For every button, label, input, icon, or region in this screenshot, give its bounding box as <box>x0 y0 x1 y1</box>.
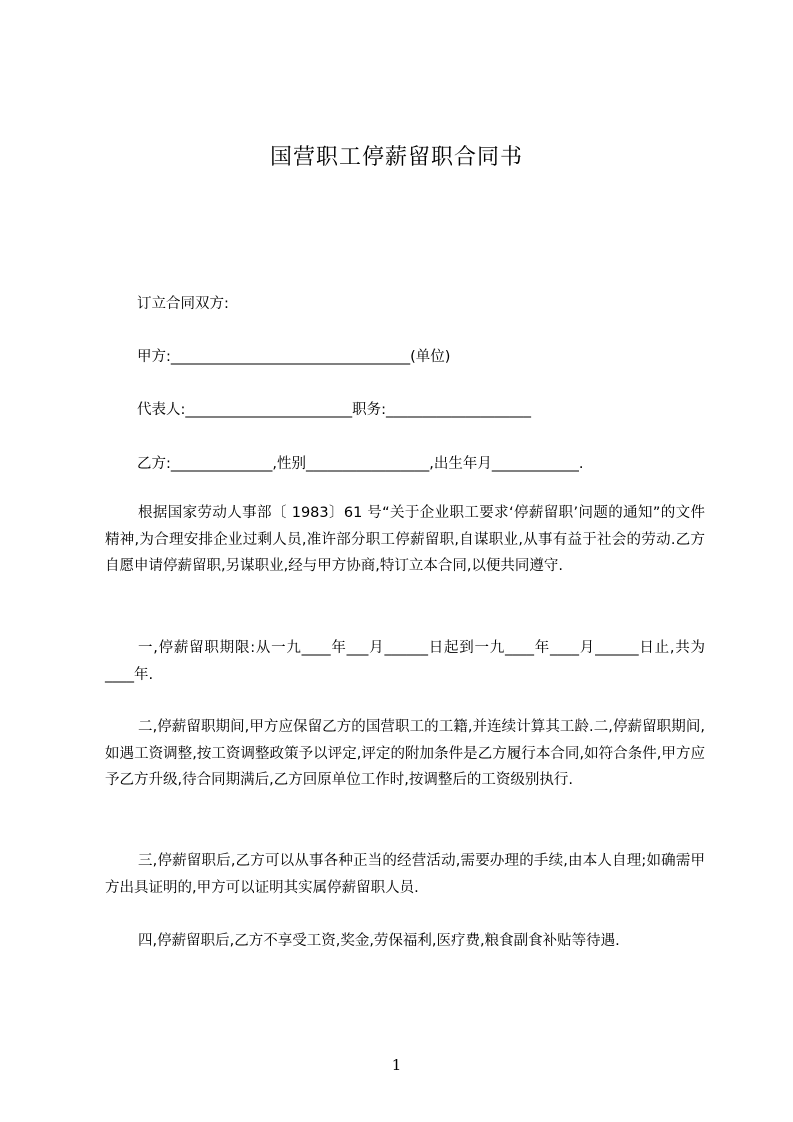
party-a-line: 甲方:_________________________________(单位) <box>137 349 451 365</box>
representative-line: 代表人:_______________________职务:____________________ <box>137 402 532 418</box>
clause-4-paragraph: 四,停薪留职后,乙方不享受工资,奖金,劳保福利,医疗费,粮食副食补贴等待遇. <box>138 933 620 949</box>
page-number: 1 <box>391 1056 402 1074</box>
party-b-line: 乙方:______________,性别_________________,出生年月____________. <box>137 456 584 472</box>
document-title: 国营职工停薪留职合同书 <box>269 145 523 170</box>
parties-heading: 订立合同双方: <box>137 296 229 312</box>
preamble-paragraph: 根据国家劳动人事部〔 1983〕61 号“关于企业职工要求‘停薪留职’问题的通知”的文件精神,为合理安排企业过剩人员,准许部分职工停薪留职,自谋职业,从事有益于社会的劳动.乙方自愿申请停薪留职,另谋职业,经与甲方协商,特订立本合同,以便共同遵守. <box>105 505 705 574</box>
clause-1-paragraph: 一,停薪留职期限:从一九____年___月______日起到一九____年____月______日止,共为____年. <box>105 640 705 683</box>
clause-3-paragraph: 三,停薪留职后,乙方可以从事各种正当的经营活动,需要办理的手续,由本人自理;如确需甲方出具证明的,甲方可以证明其实属停薪留职人员. <box>105 853 705 896</box>
clause-2-paragraph: 二,停薪留职期间,甲方应保留乙方的国营职工的工籍,并连续计算其工龄.二,停薪留职期间,如遇工资调整,按工资调整政策予以评定,评定的附加条件是乙方履行本合同,如符合条件,甲方应予乙方升级,待合同期满后,乙方回原单位工作时,按调整后的工资级别执行. <box>105 719 705 788</box>
